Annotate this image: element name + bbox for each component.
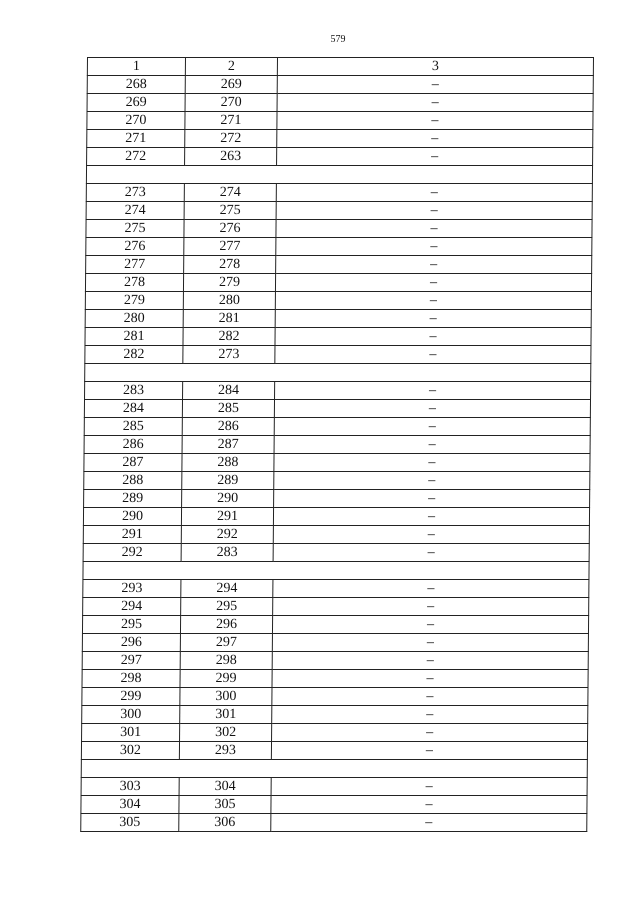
table-cell: – (275, 346, 591, 364)
table-cell: 293 (83, 580, 181, 598)
group-separator-row (83, 562, 589, 580)
table-cell: 294 (83, 598, 181, 616)
table-cell: – (275, 328, 591, 346)
table-cell: – (272, 724, 588, 742)
page-number: 579 (330, 34, 346, 45)
table-cell: 278 (85, 274, 183, 292)
table-cell: 302 (81, 742, 179, 760)
table-cell: – (271, 814, 587, 832)
table-cell: 298 (180, 652, 272, 670)
table-row (82, 616, 588, 634)
table-cell: 268 (87, 76, 185, 94)
table-cell: 276 (86, 238, 184, 256)
table-cell: 294 (181, 580, 273, 598)
table-cell: – (272, 652, 588, 670)
table-cell: – (272, 688, 588, 706)
table-cell: 287 (84, 454, 182, 472)
table-cell: – (277, 94, 593, 112)
table-cell: 300 (180, 688, 272, 706)
table-cell: 285 (84, 418, 182, 436)
table-cell: – (276, 238, 592, 256)
table-cell: – (272, 670, 588, 688)
table-cell: – (276, 184, 592, 202)
table-cell: 277 (86, 256, 184, 274)
group-separator-row (86, 166, 592, 184)
table-row (87, 130, 593, 148)
table-row (81, 796, 587, 814)
table-cell: 275 (86, 220, 184, 238)
table-cell: 296 (180, 616, 272, 634)
table-row (82, 670, 588, 688)
table-cell: 291 (181, 508, 273, 526)
table-cell: 290 (83, 508, 181, 526)
table-cell: – (274, 436, 590, 454)
table-cell: – (273, 508, 589, 526)
group-separator-cell (81, 760, 587, 778)
table-row (83, 598, 589, 616)
table-row (87, 76, 593, 94)
table-cell: – (277, 76, 593, 94)
header-cell: 3 (277, 58, 593, 76)
table-row (84, 490, 590, 508)
table-cell: – (276, 256, 592, 274)
table-row (84, 418, 590, 436)
table-cell: 284 (183, 382, 275, 400)
group-separator-cell (83, 562, 589, 580)
table-cell: 287 (182, 436, 274, 454)
table-cell: 271 (185, 112, 277, 130)
group-separator-row (85, 364, 591, 382)
table-cell: 286 (84, 436, 182, 454)
table-row (86, 220, 592, 238)
table-cell: 301 (180, 706, 272, 724)
table-cell: 300 (82, 706, 180, 724)
table-cell: – (276, 202, 592, 220)
table-cell: 270 (185, 94, 277, 112)
table-row (84, 400, 590, 418)
table-cell: 297 (180, 634, 272, 652)
table-cell: 272 (185, 130, 277, 148)
table-cell: – (275, 292, 591, 310)
header-cell: 1 (87, 58, 185, 76)
table-cell: – (273, 544, 589, 562)
table-cell: 288 (182, 454, 274, 472)
table-row (82, 652, 588, 670)
table-cell: 283 (181, 544, 273, 562)
table-cell: 263 (185, 148, 277, 166)
table-cell: 284 (84, 400, 182, 418)
table-cell: 272 (87, 148, 185, 166)
table-cell: – (277, 130, 593, 148)
table-cell: 291 (83, 526, 181, 544)
table-cell: 276 (184, 220, 276, 238)
table-row (85, 310, 591, 328)
table-cell: – (275, 274, 591, 292)
table-cell: – (274, 400, 590, 418)
table-cell: 305 (81, 814, 179, 832)
table-row (82, 688, 588, 706)
table-row (86, 202, 592, 220)
table-cell: 297 (82, 652, 180, 670)
table-row (84, 436, 590, 454)
table-cell: 280 (183, 292, 275, 310)
table-cell: 299 (82, 688, 180, 706)
table-row (86, 238, 592, 256)
group-separator-cell (85, 364, 591, 382)
table-cell: 295 (82, 616, 180, 634)
table-row (82, 634, 588, 652)
table-cell: – (271, 796, 587, 814)
table-cell: – (274, 490, 590, 508)
table-cell: – (272, 706, 588, 724)
table-cell: 298 (82, 670, 180, 688)
table-cell: 282 (85, 346, 183, 364)
table-cell: – (271, 778, 587, 796)
table-cell: 304 (81, 796, 179, 814)
table-cell: 286 (182, 418, 274, 436)
table-cell: 301 (82, 724, 180, 742)
table-cell: – (277, 112, 593, 130)
table-cell: 270 (87, 112, 185, 130)
table-cell: – (275, 382, 591, 400)
table-cell: 269 (87, 94, 185, 112)
table-cell: 299 (180, 670, 272, 688)
table-cell: 289 (182, 472, 274, 490)
table-row (87, 94, 593, 112)
table-row (81, 814, 587, 832)
table-cell: 281 (85, 328, 183, 346)
table-row (83, 526, 589, 544)
table-row (85, 328, 591, 346)
table-cell: 288 (84, 472, 182, 490)
table-body (81, 58, 594, 832)
table-row (84, 454, 590, 472)
table-cell: 271 (87, 130, 185, 148)
table-cell: – (273, 580, 589, 598)
table-cell: – (276, 220, 592, 238)
group-separator-row (81, 760, 587, 778)
table-cell: 303 (81, 778, 179, 796)
table-cell: 290 (182, 490, 274, 508)
table-header-row (87, 58, 593, 76)
table-row (86, 184, 592, 202)
table-row (83, 580, 589, 598)
table-cell: – (277, 148, 593, 166)
table-cell: – (274, 418, 590, 436)
table-cell: 296 (82, 634, 180, 652)
table-cell: 283 (85, 382, 183, 400)
table-row (87, 112, 593, 130)
table-cell: – (274, 472, 590, 490)
table-cell: 278 (184, 256, 276, 274)
table-row (82, 706, 588, 724)
table-cell: 302 (180, 724, 272, 742)
table-cell: 285 (182, 400, 274, 418)
table-cell: 304 (179, 778, 271, 796)
table-cell: 280 (85, 310, 183, 328)
table-cell: – (272, 634, 588, 652)
table-row (85, 346, 591, 364)
table-cell: 295 (181, 598, 273, 616)
table-cell: 275 (184, 202, 276, 220)
table-cell: – (273, 526, 589, 544)
table-row (82, 724, 588, 742)
table-cell: – (273, 598, 589, 616)
table-row (87, 148, 593, 166)
table-row (85, 274, 591, 292)
table-cell: – (275, 310, 591, 328)
table-cell: 274 (86, 202, 184, 220)
table-cell: 293 (179, 742, 271, 760)
table-cell: 279 (183, 274, 275, 292)
table-row (85, 382, 591, 400)
table-cell: 281 (183, 310, 275, 328)
table-row (85, 292, 591, 310)
table-cell: 274 (184, 184, 276, 202)
table-row (84, 472, 590, 490)
table-cell: 282 (183, 328, 275, 346)
table-cell: 273 (86, 184, 184, 202)
table-row (81, 778, 587, 796)
table-cell: 277 (184, 238, 276, 256)
table-row (81, 742, 587, 760)
table-row (86, 256, 592, 274)
table-cell: 305 (179, 796, 271, 814)
table-cell: 292 (83, 544, 181, 562)
table-cell: – (271, 742, 587, 760)
group-separator-cell (86, 166, 592, 184)
table-cell: 279 (85, 292, 183, 310)
table-cell: 273 (183, 346, 275, 364)
table-row (83, 508, 589, 526)
header-cell: 2 (185, 58, 277, 76)
table-row (83, 544, 589, 562)
table-cell: – (274, 454, 590, 472)
table-cell: 292 (181, 526, 273, 544)
table-cell: 289 (84, 490, 182, 508)
table-cell: 269 (185, 76, 277, 94)
table-cell: – (272, 616, 588, 634)
data-table (80, 57, 594, 832)
table-cell: 306 (179, 814, 271, 832)
